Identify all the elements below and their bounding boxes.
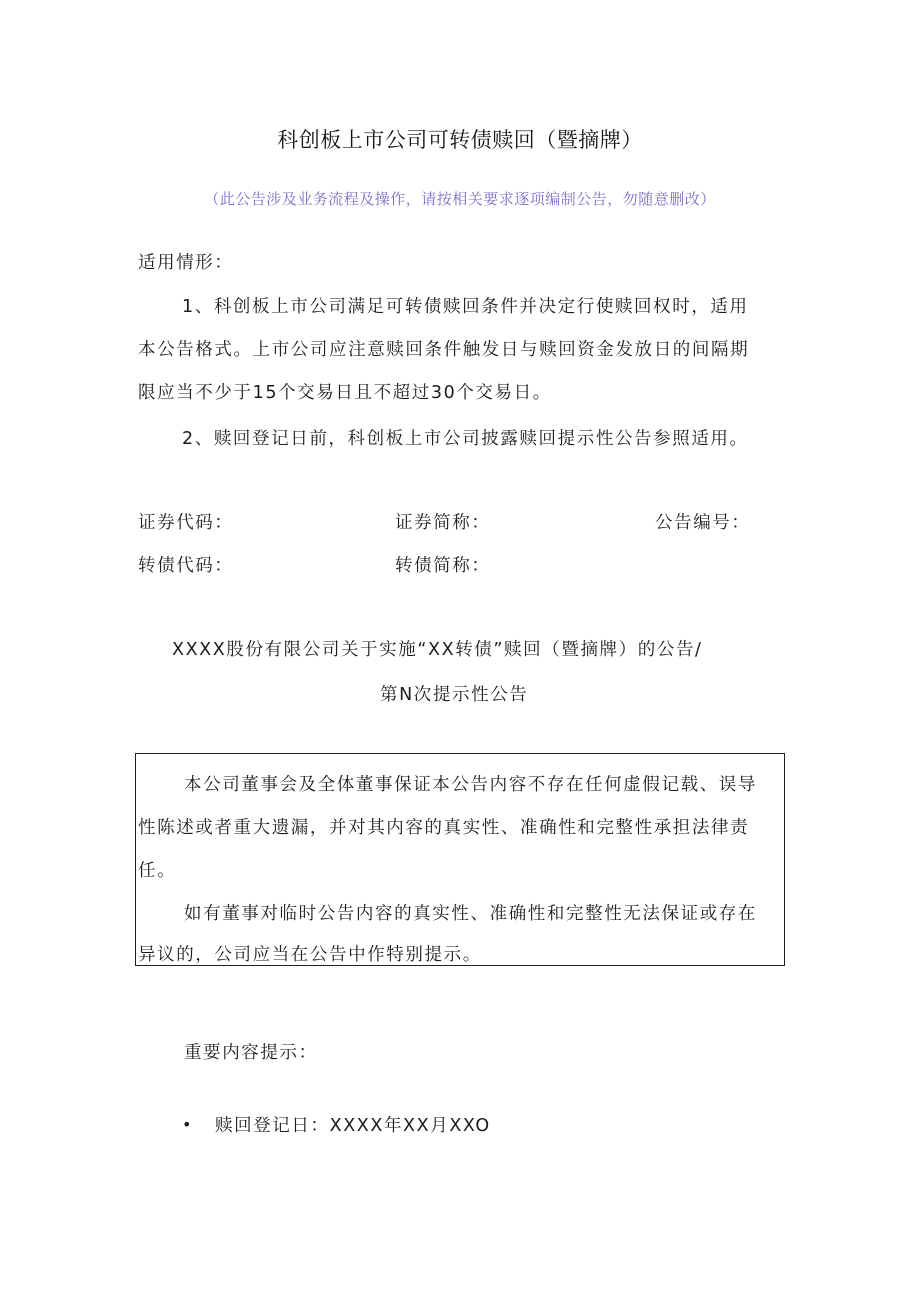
editing-note: （此公告涉及业务流程及操作，请按相关要求逐项编制公告，勿随意删改） <box>204 190 716 208</box>
document-title: 科创板上市公司可转债赎回（暨摘牌） <box>277 128 643 152</box>
stock-code-label: 证券代码： <box>138 513 234 533</box>
applicable-p2: 2、赎回登记日前，科创板上市公司披露赎回提示性公告参照适用。 <box>182 429 749 449</box>
notice-number-label: 公告编号： <box>655 513 751 533</box>
applicable-p1-line2: 本公告格式。上市公司应注意赎回条件触发日与赎回资金发放日的间隔期 <box>138 340 750 360</box>
disclaimer-line1: 本公司董事会及全体董事保证本公告内容不存在任何虚假记载、误导 <box>184 775 757 795</box>
disclaimer-line4: 如有董事对临时公告内容的真实性、准确性和完整性无法保证或存在 <box>184 904 757 924</box>
disclaimer-line3: 任。 <box>138 861 177 881</box>
bond-code-label: 转债代码： <box>138 556 234 576</box>
bond-abbr-label: 转债简称： <box>395 556 491 576</box>
disclaimer-line2: 性陈述或者重大遗漏，并对其内容的真实性、准确性和完整性承担法律责 <box>138 818 750 838</box>
applicable-heading: 适用情形： <box>138 253 234 273</box>
key-points-heading: 重要内容提示： <box>184 1043 318 1063</box>
stock-abbr-label: 证券简称： <box>395 513 491 533</box>
announcement-title-line2: 第N次提示性公告 <box>380 685 529 705</box>
disclaimer-line5: 异议的，公司应当在公告中作特别提示。 <box>138 945 482 965</box>
announcement-title-line1: XXXX股份有限公司关于实施“XX转债”赎回（暨摘牌）的公告/ <box>172 640 703 660</box>
bullet-icon: • <box>182 1115 192 1134</box>
applicable-p1-line3: 限应当不少于15个交易日且不超过30个交易日。 <box>138 383 552 403</box>
applicable-p1-line1: 1、科创板上市公司满足可转债赎回条件并决定行使赎回权时，适用 <box>182 297 749 317</box>
key-point-item: 赎回登记日：XXXX年XX月XXO <box>215 1116 491 1136</box>
